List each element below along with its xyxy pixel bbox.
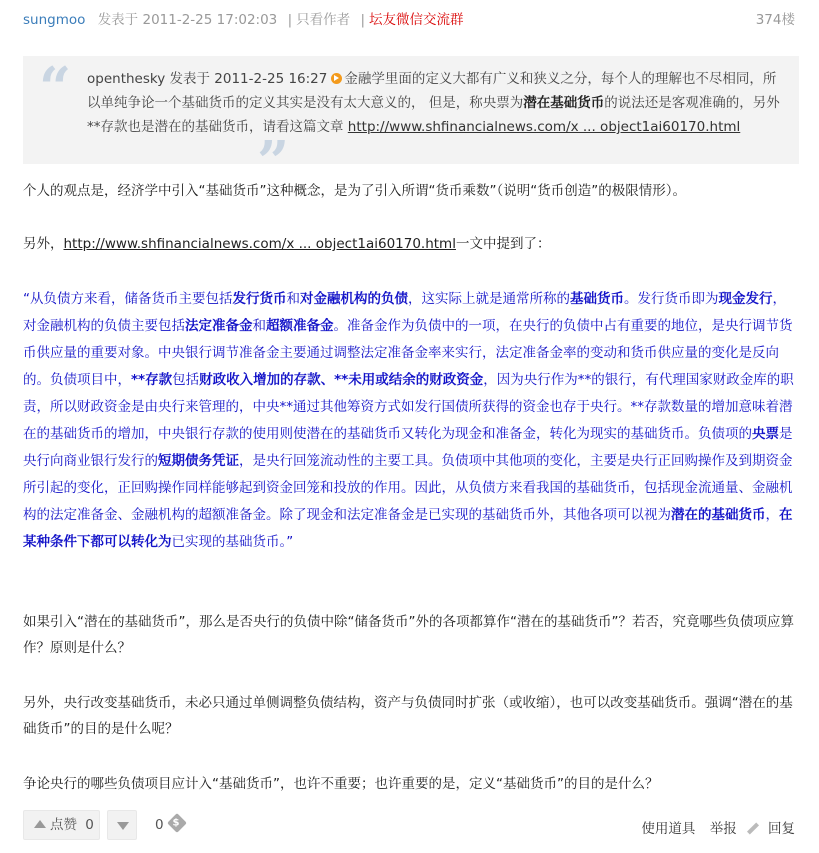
excerpt-text: ，因为央行作为**的银行，有代理国家财政金库的职责，所以财政资金是由央行来管理的，中央**通过其他筹资方式如发行国债所获得的资金也存于央行。**存款数量的增加意味着潜在的基础货币的增加，中央银行存款的使用则使潜在的基础货币又转化为现金和准备金，转化为现实的基础货币。负债项的 [23, 372, 794, 442]
excerpt-text: ，这实际上就是通常所称的 [408, 291, 570, 307]
coin-reward[interactable] [155, 814, 184, 836]
excerpt-text: “从负债方来看，储备货币主要包括 [23, 291, 233, 307]
excerpt-text: ，是央行回笼流动性的主要工具。负债项中其他项的变化，主要是央行正回购操作及到期资金所引起的变化，正回购操作同样能够起到资金回笼和投放的作用。因此，从负债方来看我国的基础货币，包括现金流通量、金融机构的法定准备金、金融机构的超额准备金。除了现金和法定准备金是已实现的基础货币外，其他各项可以视为 [23, 453, 793, 523]
excerpt-bold: 法定准备金 [185, 318, 253, 334]
thumbs-down-icon [117, 822, 129, 830]
downvote-button[interactable] [107, 810, 137, 840]
post-time: 发表于 2011-2-25 17:02:03 [97, 12, 278, 28]
excerpt-text: 。发行货币即为 [624, 291, 719, 307]
p2-prefix: 另外， [23, 236, 64, 252]
body-paragraph-2 [23, 232, 799, 256]
report-link[interactable]: 举报 [709, 821, 737, 837]
like-count: 0 [85, 817, 94, 833]
excerpt-bold: 财政收入增加的存款、**未用或结余的财政资金 [199, 372, 484, 388]
divider: | [287, 12, 293, 28]
quote-open-icon: “ [39, 55, 72, 121]
quote-text-part1: 金融学里面的定义大都有广义和狭义之分，每个人的理解也不尽相同，所以单纯争论一个基础货币的定义其实是没有太大意义的， 但是，称央票为 [87, 71, 777, 111]
post-header [23, 10, 795, 30]
quote-text-part2: 的说法还是客观准确的，另外**存款也是潜在的基础货币，请看这篇文章 [87, 95, 780, 135]
excerpt-text: 和 [286, 291, 300, 307]
reply-label: 回复 [768, 821, 795, 837]
coin-icon [167, 813, 187, 833]
reply-button[interactable] [751, 821, 795, 837]
quoted-article-excerpt [23, 286, 799, 556]
like-label: 点赞 [50, 817, 77, 833]
divider: | [360, 12, 365, 28]
excerpt-text: 。准备金作为负债中的一项，在央行的负债中占有重要的地位，是央行调节货币供应量的重要对象。中央银行调节准备金主要通过调整法定准备金率来实行，法定准备金率的变动和货币供应量的变化是反向的。负债项目中， [23, 318, 793, 388]
article-link[interactable]: http://www.shfinancialnews.com/x ... object1ai60170.html [63, 236, 456, 252]
quote-text [87, 67, 787, 139]
quote-article-link[interactable]: http://www.shfinancialnews.com/x ... object1ai60170.html [347, 119, 741, 135]
use-tool-link[interactable]: 使用道具 [641, 821, 696, 837]
excerpt-bold: 短期债务凭证 [158, 453, 239, 469]
excerpt-bold: 对金融机构的负债 [300, 291, 408, 307]
body-paragraph-4: 如果引入“潜在的基础货币”，那么是否央行的负债中除“储备货币”外的各项都算作“潜在的基础货币”？若否，究竟哪些负债项应算作？原则是什么？ [23, 614, 794, 656]
body-paragraph-1: 个人的观点是，经济学中引入“基础货币”这种概念，是为了引入所谓“货币乘数”（说明“货币创造”的极限情形）。 [23, 183, 686, 199]
wechat-group-link[interactable]: 坛友微信交流群 [369, 12, 464, 28]
post-footer [23, 810, 795, 842]
post-actions [631, 818, 795, 840]
excerpt-bold: **存款 [131, 372, 173, 388]
thumbs-up-icon [34, 820, 46, 828]
excerpt-bold: 基础货币 [570, 291, 624, 307]
excerpt-bold: 超额准备金 [266, 318, 334, 334]
excerpt-bold: 潜在的基础货币 [671, 507, 766, 523]
coin-count: 0 [155, 817, 164, 833]
floor-number[interactable]: 374楼 [755, 12, 795, 28]
excerpt-text: 是央行向商业银行发行的 [23, 426, 793, 469]
p2-suffix: 一文中提到了： [455, 236, 551, 252]
excerpt-bold: 发行货币 [232, 291, 287, 307]
quote-bold: 潜在基础货币 [523, 95, 605, 111]
author-link[interactable]: sungmoo [23, 12, 86, 28]
excerpt-text: 和 [252, 318, 266, 334]
excerpt-text: 包括 [172, 372, 200, 388]
body-paragraph-5: 另外，央行改变基础货币，未必只通过单侧调整负债结构，资产与负债同时扩张（或收缩），也可以改变基础货币。强调“潜在的基础货币”的目的是什么呢？ [23, 695, 793, 737]
quote-close-icon: ” [257, 129, 290, 195]
pencil-icon [747, 822, 759, 834]
author-only-link[interactable]: 只看作者 [296, 12, 351, 28]
excerpt-bold: 在某种条件下都可以转化为 [23, 507, 793, 550]
go-to-post-icon[interactable] [331, 73, 342, 84]
excerpt-text: 已实现的基础货币。” [171, 534, 294, 550]
like-button[interactable] [23, 810, 100, 840]
excerpt-bold: 现金发行 [718, 291, 773, 307]
excerpt-text: ，对金融机构的负债主要包括 [23, 291, 786, 334]
excerpt-bold: 央票 [752, 426, 779, 442]
quote-header: openthesky 发表于 2011-2-25 16:27 [87, 71, 328, 87]
body-paragraph-6: 争论央行的哪些负债项目应计入“基础货币”，也许不重要；也许重要的是，定义“基础货币”的目的是什么？ [23, 776, 659, 792]
excerpt-text: ， [765, 507, 779, 523]
